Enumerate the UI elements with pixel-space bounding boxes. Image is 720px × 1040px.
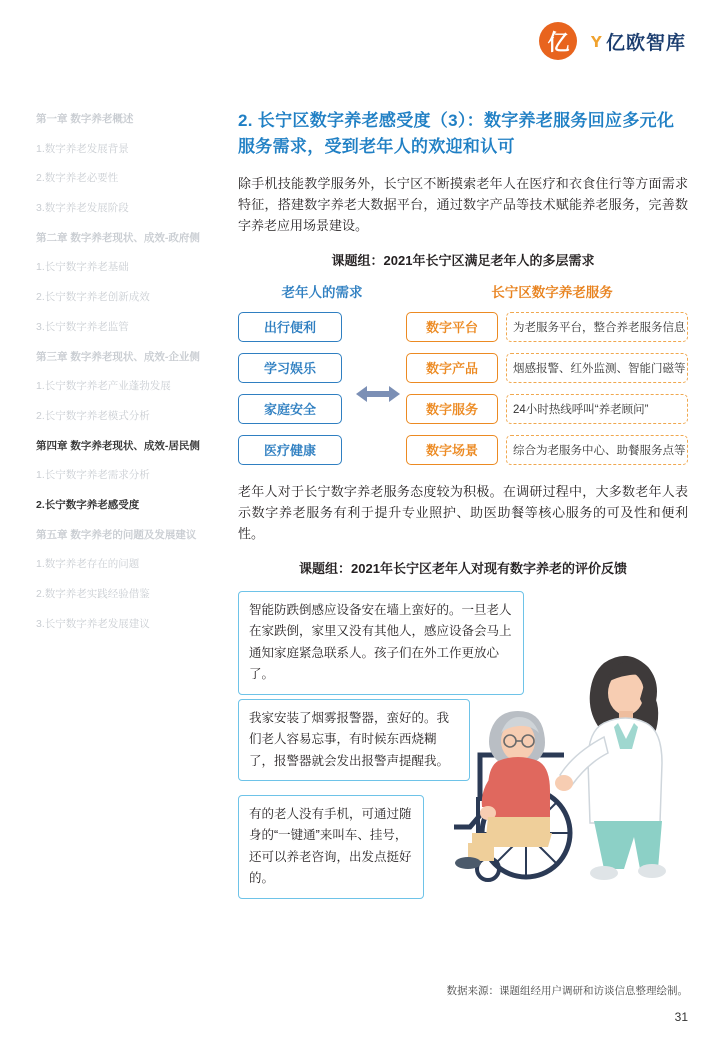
toc-item-3-2[interactable]: 2.长宁数字养老模式分析 <box>36 409 150 422</box>
service-item: 数字场景 <box>406 435 498 465</box>
toc-item-1-3[interactable]: 3.数字养老发展阶段 <box>36 202 129 215</box>
toc-item-3-1[interactable]: 1.长宁数字养老产业蓬勃发展 <box>36 380 171 393</box>
services-column-header: 长宁区数字养老服务 <box>491 284 613 300</box>
service-description: 综合为老服务中心、助餐服务点等 <box>506 435 688 465</box>
need-item: 学习娱乐 <box>238 353 342 383</box>
intro-paragraph: 除手机技能教学服务外，长宁区不断摸索老年人在医疗和衣食住行等方面需求特征，搭建数字养老大数据平台，通过数字产品等技术赋能养老服务，完善数字养老应用场景建设。 <box>238 175 688 233</box>
toc-item-2-3[interactable]: 3.长宁数字养老监管 <box>36 320 129 333</box>
page-header <box>539 22 686 60</box>
figure-1-caption: 课题组：2021年长宁区满足老年人的多层需求 <box>331 252 595 268</box>
toc-item-1-1[interactable]: 1.数字养老发展背景 <box>36 142 129 155</box>
service-item: 数字产品 <box>406 353 498 383</box>
attitude-paragraph: 老年人对于长宁数字养老服务态度较为积极。在调研过程中，大多数老年人表示数字养老服务有利于提升专业照护、助医助餐等核心服务的可及性和便利性。 <box>238 483 688 541</box>
diagram-row <box>238 392 688 426</box>
toc-item-2-1[interactable]: 1.长宁数字养老基础 <box>36 261 129 274</box>
table-of-contents <box>36 112 216 646</box>
quote-card-3: 有的老人没有手机，可通过随身的“一键通”来叫车、挂号，还可以养老咨询，出发点挺好的。 <box>238 795 424 899</box>
bidirectional-arrow-icon <box>356 384 400 404</box>
nurse-figure <box>555 656 666 880</box>
need-item: 出行便利 <box>238 312 342 342</box>
toc-item-4-2[interactable]: 2.长宁数字养老感受度 <box>36 498 140 511</box>
need-item: 医疗健康 <box>238 435 342 465</box>
diagram-rows <box>238 310 688 467</box>
toc-item-5-3[interactable]: 3.长宁数字养老发展建议 <box>36 617 150 630</box>
toc-chapter-5[interactable]: 第五章 数字养老的问题及发展建议 <box>36 528 197 541</box>
service-description: 烟感报警、红外监测、智能门磁等 <box>506 353 688 383</box>
publisher-logo-icon: 亿 <box>539 22 577 60</box>
diagram-row <box>238 310 688 344</box>
service-item: 数字平台 <box>406 312 498 342</box>
diagram-row <box>238 351 688 385</box>
toc-item-5-1[interactable]: 1.数字养老存在的问题 <box>36 558 140 571</box>
service-item: 数字服务 <box>406 394 498 424</box>
toc-chapter-2[interactable]: 第二章 数字养老现状、成效-政府侧 <box>36 231 200 244</box>
toc-item-5-2[interactable]: 2.数字养老实践经验借鉴 <box>36 588 150 600</box>
diagram-row <box>238 433 688 467</box>
diagram-headers <box>238 281 688 301</box>
figure-2-caption: 课题组：2021年长宁区老年人对现有数字养老的评价反馈 <box>299 560 627 576</box>
toc-item-1-2[interactable]: 2.数字养老必要性 <box>36 172 119 185</box>
quote-card-2: 我家安装了烟雾报警器，蛮好的。我们老人容易忘事，有时候东西烧糊了，报警器就会发出报警声提醒我。 <box>238 699 470 782</box>
service-description: 24小时热线呼叫“养老顾问” <box>506 394 688 424</box>
toc-chapter-3[interactable]: 第三章 数字养老现状、成效-企业侧 <box>36 350 200 363</box>
page-number: 31 <box>674 1010 688 1024</box>
brand-name: 亿欧智库 <box>605 32 686 54</box>
brand-logo <box>591 28 686 55</box>
main-content <box>238 108 688 891</box>
needs-column-header: 老年人的需求 <box>281 284 363 300</box>
page-title: 2. 长宁区数字养老感受度（3）：数字养老服务回应多元化服务需求，受到老年人的欢迎和认可 <box>238 111 675 157</box>
brand-tick-icon: ʏ <box>590 29 602 52</box>
toc-item-2-2[interactable]: 2.长宁数字养老创新成效 <box>36 291 150 304</box>
needs-services-diagram <box>238 281 688 467</box>
quote-card-1: 智能防跌倒感应设备安在墙上蛮好的。一旦老人在家跌倒，家里又没有其他人，感应设备会马上通知家庭紧急联系人。孩子们在外工作更放心了。 <box>238 591 524 695</box>
need-item: 家庭安全 <box>238 394 342 424</box>
service-description: 为老服务平台，整合养老服务信息 <box>506 312 688 342</box>
feedback-quotes-figure <box>238 591 688 891</box>
toc-item-4-1[interactable]: 1.长宁数字养老需求分析 <box>36 469 150 482</box>
toc-chapter-4[interactable]: 第四章 数字养老现状、成效-居民侧 <box>36 439 200 452</box>
toc-chapter-1[interactable]: 第一章 数字养老概述 <box>36 113 134 125</box>
data-source-note: 数据来源：课题组经用户调研和访谈信息整理绘制。 <box>446 985 688 997</box>
